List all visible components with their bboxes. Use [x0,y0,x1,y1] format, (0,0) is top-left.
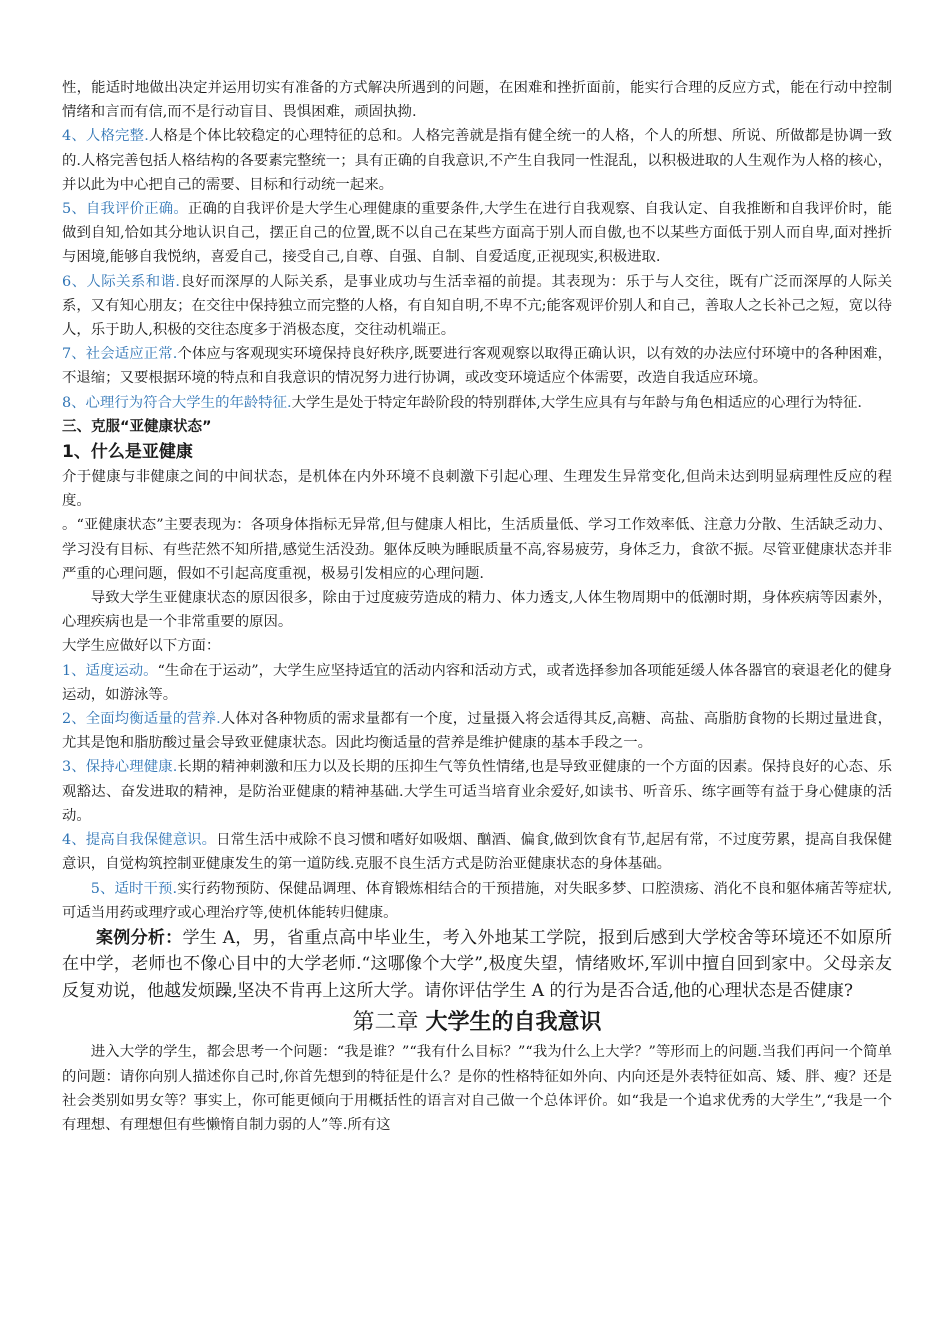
criteria-text: 良好而深厚的人际关系，是事业成功与生活幸福的前提。其表现为：乐于与人交往，既有广泛而深厚的人际关系，又有知心朋友；在交往中保持独立而完整的人格，有自知自明,不卑不亢;能客观评价别人和自己，善取人之长补己之短，宽以待人，乐于助人,积极的交往态度多于消极态度，交往动机端正。 [62,273,892,339]
measure-text: 人体对各种物质的需求量都有一个度，过量摄入将会适得其反,高糖、高盐、高脂肪食物的长期过量进食，尤其是饱和脂肪酸过量会导致亚健康状态。因此均衡适量的营养是维护健康的基本手段之一。 [62,711,893,752]
symptoms-paragraph: 。“亚健康状态”主要表现为：各项身体指标无异常,但与健康人相比，生活质量低、学习工作效率低、注意力分散、生活缺乏动力、学习没有目标、有些茫然不知所措,感觉生活没劲。躯体反映为睡眠质量不高,容易疲劳，身体乏力，食欲不振。尽管亚健康状态并非严重的心理问题，假如不引起高度重视，极易引发相应的心理问题. [62,517,892,582]
section-heading: 三、克服“亚健康状态” [62,418,212,435]
health-criteria-list [62,124,892,414]
criteria-label: 7、社会适应正常. [62,346,178,363]
causes-paragraph: 导致大学生亚健康状态的原因很多，除由于过度疲劳造成的精力、体力透支,人体生物周期中的低潮时期，身体疾病等因素外，心理疾病也是一个非常重要的原因。 [62,590,892,631]
measure-text: “生命在于运动”，大学生应坚持适宜的活动内容和活动方式，或者选择参加各项能延缓人体各器官的衰退老化的健身运动，如游泳等。 [62,662,893,703]
subsection-heading: 1、什么是亚健康 [62,442,193,463]
case-text: 学生 A，男，省重点高中毕业生，考入外地某工学院，报到后感到大学校舍等环境还不如原所在中学，老师也不像心目中的大学老师.“这哪像个大学”,极度失望，情绪败坏,军训中擅自回到家中。父母亲友反复劝说，他越发烦躁,坚决不肯再上这所大学。请你评估学生 A 的行为是否合适,他的心理状态是否健康? [62,927,892,1001]
measure-label: 3、保持心理健康. [62,759,178,776]
chapter-heading [62,1006,892,1040]
intro-paragraph: 性，能适时地做出决定并运用切实有准备的方式解决所遇到的问题，在困难和挫折面前，能实行合理的反应方式，能在行动中控制情绪和言而有信,而不是行动盲目、畏惧困难，顽固执拗. [62,80,892,121]
criteria-label: 4、人格完整. [62,128,149,145]
criteria-label: 8、心理行为符合大学生的年龄特征. [62,394,292,411]
criteria-item [62,197,892,270]
measure-item [62,828,892,876]
criteria-text: 大学生是处于特定年龄阶段的特别群体,大学生应具有与年龄与角色相适应的心理行为特征. [291,394,862,411]
chapter-intro-paragraph: 进入大学的学生，都会思考一个问题：“我是谁？”“我有什么目标？”“我为什么上大学？”等形而上的问题.当我们再问一个简单的问题：请你向别人描述你自己时,你首先想到的特征是什么？是你的性格特征如外向、内向还是外表特征如高、矮、胖、瘦？还是社会类别如男女等？事实上，你可能更倾向于用概括性的语言对自己做一个总体评价。如“我是一个追求优秀的大学生”,“我是一个有理想、有理想但有些懒惰自制力弱的人”等.所有这 [62,1044,892,1134]
criteria-item [62,391,892,415]
criteria-text: 人格是个体比较稳定的心理特征的总和。人格完善就是指有健全统一的人格，个人的所想、所说、所做都是协调一致的.人格完善包括人格结构的各要素完整统一；具有正确的自我意识,不产生自我同一性混乱，以积极进取的人生观作为人格的核心，并以此为中心把自己的需要、目标和行动统一起来。 [62,128,892,193]
chapter-title: 大学生的自我意识 [425,1010,602,1036]
measure-label: 1、适度运动。 [62,662,158,679]
measure-label: 2、全面均衡适量的营养. [62,711,221,728]
criteria-label: 5、自我评价正确。 [62,201,188,218]
criteria-label: 6、人际关系和谐. [62,273,181,290]
measure-item [62,707,892,755]
case-analysis [62,925,892,1005]
measure-text: 实行药物预防、保健品调理、体育锻炼相结合的干预措施，对失眠多梦、口腔溃疡、消化不良和躯体痛苦等症状,可适当用药或理疗或心理治疗等,使机体能转归健康。 [62,880,893,921]
measure-item [62,877,892,925]
measure-label: 5、适时干预. [90,880,178,897]
should-do-line: 大学生应做好以下方面： [62,638,221,655]
chapter-number: 第二章 [352,1010,419,1036]
criteria-item [62,124,892,197]
criteria-text: 个体应与客观现实环境保持良好秩序,既要进行客观观察以取得正确认识，以有效的办法应付环境中的各种困难，不退缩；又要根据环境的特点和自我意识的情况努力进行协调，或改变环境适应个体需要，改造自我适应环境。 [62,346,893,387]
criteria-text: 正确的自我评价是大学生心理健康的重要条件,大学生在进行自我观察、自我认定、自我推断和自我评价时，能做到自知,恰如其分地认识自己，摆正自己的位置,既不以自己在某些方面高于别人而自傲,也不以某些方面低于别人而自卑,面对挫折与困境,能够自我悦纳，喜爱自己，接受自己,自尊、自强、自制、自爱适度,正视现实,积极进取. [62,201,892,266]
measure-text: 日常生活中戒除不良习惯和嗜好如吸烟、酗酒、偏食,做到饮食有节,起居有常，不过度劳累，提高自我保健意识，自觉构筑控制亚健康发生的第一道防线.克服不良生活方式是防治亚健康状态的身体基础。 [62,832,892,873]
criteria-item [62,342,892,390]
document-page [62,76,892,1137]
definition-paragraph: 介于健康与非健康之间的中间状态，是机体在内外环境不良刺激下引起心理、生理发生异常变化,但尚未达到明显病理性反应的程度。 [62,469,892,510]
measures-list [62,659,892,925]
measure-item [62,755,892,828]
case-label: 案例分析： [96,927,183,948]
criteria-item [62,270,892,343]
measure-label: 4、提高自我保健意识。 [62,832,217,849]
measure-text: 长期的精神刺激和压力以及长期的压抑生气等负性情绪,也是导致亚健康的一个方面的因素。保持良好的心态、乐观豁达、奋发进取的精神，是防治亚健康的精神基础.大学生可适当培育业余爱好,如读书、听音乐、练字画等有益于身心健康的活动。 [62,759,893,824]
measure-item [62,659,892,707]
